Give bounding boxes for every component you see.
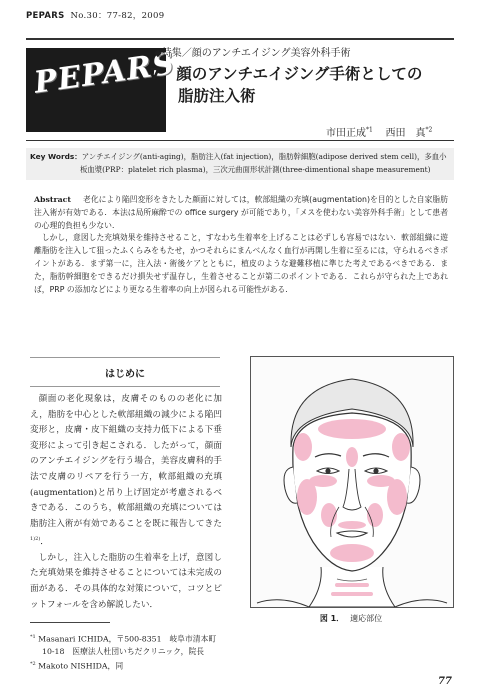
body-text bbox=[30, 392, 222, 613]
abstract-label: Abstract bbox=[34, 195, 72, 204]
keywords-line2: 板血漿(PRP：platelet rich plasma)，三次元曲面形状計測(three-dimentional shape measurement) bbox=[80, 165, 431, 174]
face-drawing bbox=[251, 357, 453, 607]
article-title-line2: 脂肪注入術 bbox=[178, 87, 256, 105]
title-block bbox=[26, 38, 454, 141]
author-1: 市田正成 bbox=[326, 128, 366, 139]
article-title-line1: 7．顔のアンチエイジング手術としての bbox=[150, 65, 423, 83]
abstract bbox=[34, 194, 448, 296]
footnotes bbox=[30, 631, 250, 672]
section-heading: はじめに bbox=[105, 369, 145, 380]
keywords-label: Key Words： bbox=[30, 152, 82, 161]
body-reference: 1)2) bbox=[30, 536, 41, 543]
issue-info: No.30：77-82，2009 bbox=[70, 11, 165, 21]
footnote-1-line1: Masanari ICHIDA，〒500-8351 岐阜市清本町 bbox=[38, 634, 217, 644]
figure-face-illustration bbox=[250, 356, 454, 608]
keywords-box bbox=[26, 148, 454, 180]
journal-logo bbox=[26, 46, 178, 132]
body-paragraph-1-end: ． bbox=[40, 537, 49, 548]
footnote-2-line1: Makoto NISHIDA，同 bbox=[38, 661, 124, 671]
body-paragraph-1: 顔面の老化現象は，皮膚そのものの老化に加え，脂肪を中心とした軟部組織の減少による陥凹変形と，皮膚・皮下組織の支持力低下による下垂変形によって引き起こされる．したがって，顔面のアンチエイジングを行う場合，美容皮膚科的手法で皮膚のリペアを行う一方，軟部組織の充填(augmentation)と吊り上げ固定が考慮されるべきである．このうち，軟部組織の充填については脂肪注入術が有効であることを既に報告してきた bbox=[30, 394, 222, 529]
keywords-line1: アンチエイジング(anti-aging)，脂肪注入(fat injection)，脂肪幹細胞(adipose derived stem cell)，多血小 bbox=[81, 152, 447, 161]
footnote-1-line2: 10-18 医療法人杜団いちだクリニック，院長 bbox=[42, 646, 205, 656]
running-header bbox=[26, 9, 164, 21]
page-number: 77 bbox=[438, 676, 452, 687]
footnote-rule bbox=[30, 622, 110, 623]
author-2-mark: *2 bbox=[425, 126, 433, 134]
figure-label: 図 1． bbox=[319, 614, 345, 623]
abstract-paragraph-1: 老化により陥凹変形をきたした顔面に対しては，軟部組織の充填(augmentation)を目的とした自家脂肪注入術が有効である．本法は局所麻酔での office surgery が可能であり，「メスを使わない美容外科手術」として患者の心理的負担も少ない． bbox=[34, 195, 448, 230]
body-paragraph-2: しかし，注入した脂肪の生着率を上げ，意図した充填効果を維持させることについては未完成の面がある．その具体的な対策について，コツとピットフォールを含め解説したい． bbox=[30, 552, 222, 610]
figure-caption-text: 適応部位 bbox=[350, 614, 383, 623]
footnote-1-mark: *1 bbox=[30, 634, 36, 640]
section-heading-box bbox=[30, 357, 220, 387]
special-feature-label: ◆特集／顔のアンチエイジング美容外科手術 bbox=[154, 48, 351, 59]
figure-caption bbox=[250, 613, 452, 624]
journal-name: PEPARS bbox=[26, 11, 65, 21]
author-list bbox=[326, 124, 432, 139]
abstract-paragraph-2: しかし，意図した充填効果を維持させること，すなわち生着率を上げることは必ずしも容易ではない．軟部組織に遊離脂肪を注入して狙ったふくらみをもたせ，かつそれらにまんべんなく血行が再開し生着に至るには，守られるべきポイントがある．まず第一に，注入法・術後ケアとともに，植皮のような避難移植に準じた考えであるべきである．また，脂肪幹細胞をできるだけ損失せず温存し，生着させることが第二のポイントである．これらが守られた上であれば，PRP の添加などにより更なる生着率の向上が図られる可能性がある． bbox=[34, 233, 448, 294]
author-1-mark: *1 bbox=[366, 126, 373, 134]
footnote-2-mark: *2 bbox=[30, 660, 36, 667]
logo-text: PEPARS bbox=[32, 46, 178, 101]
author-2: 西田 真 bbox=[385, 128, 426, 139]
